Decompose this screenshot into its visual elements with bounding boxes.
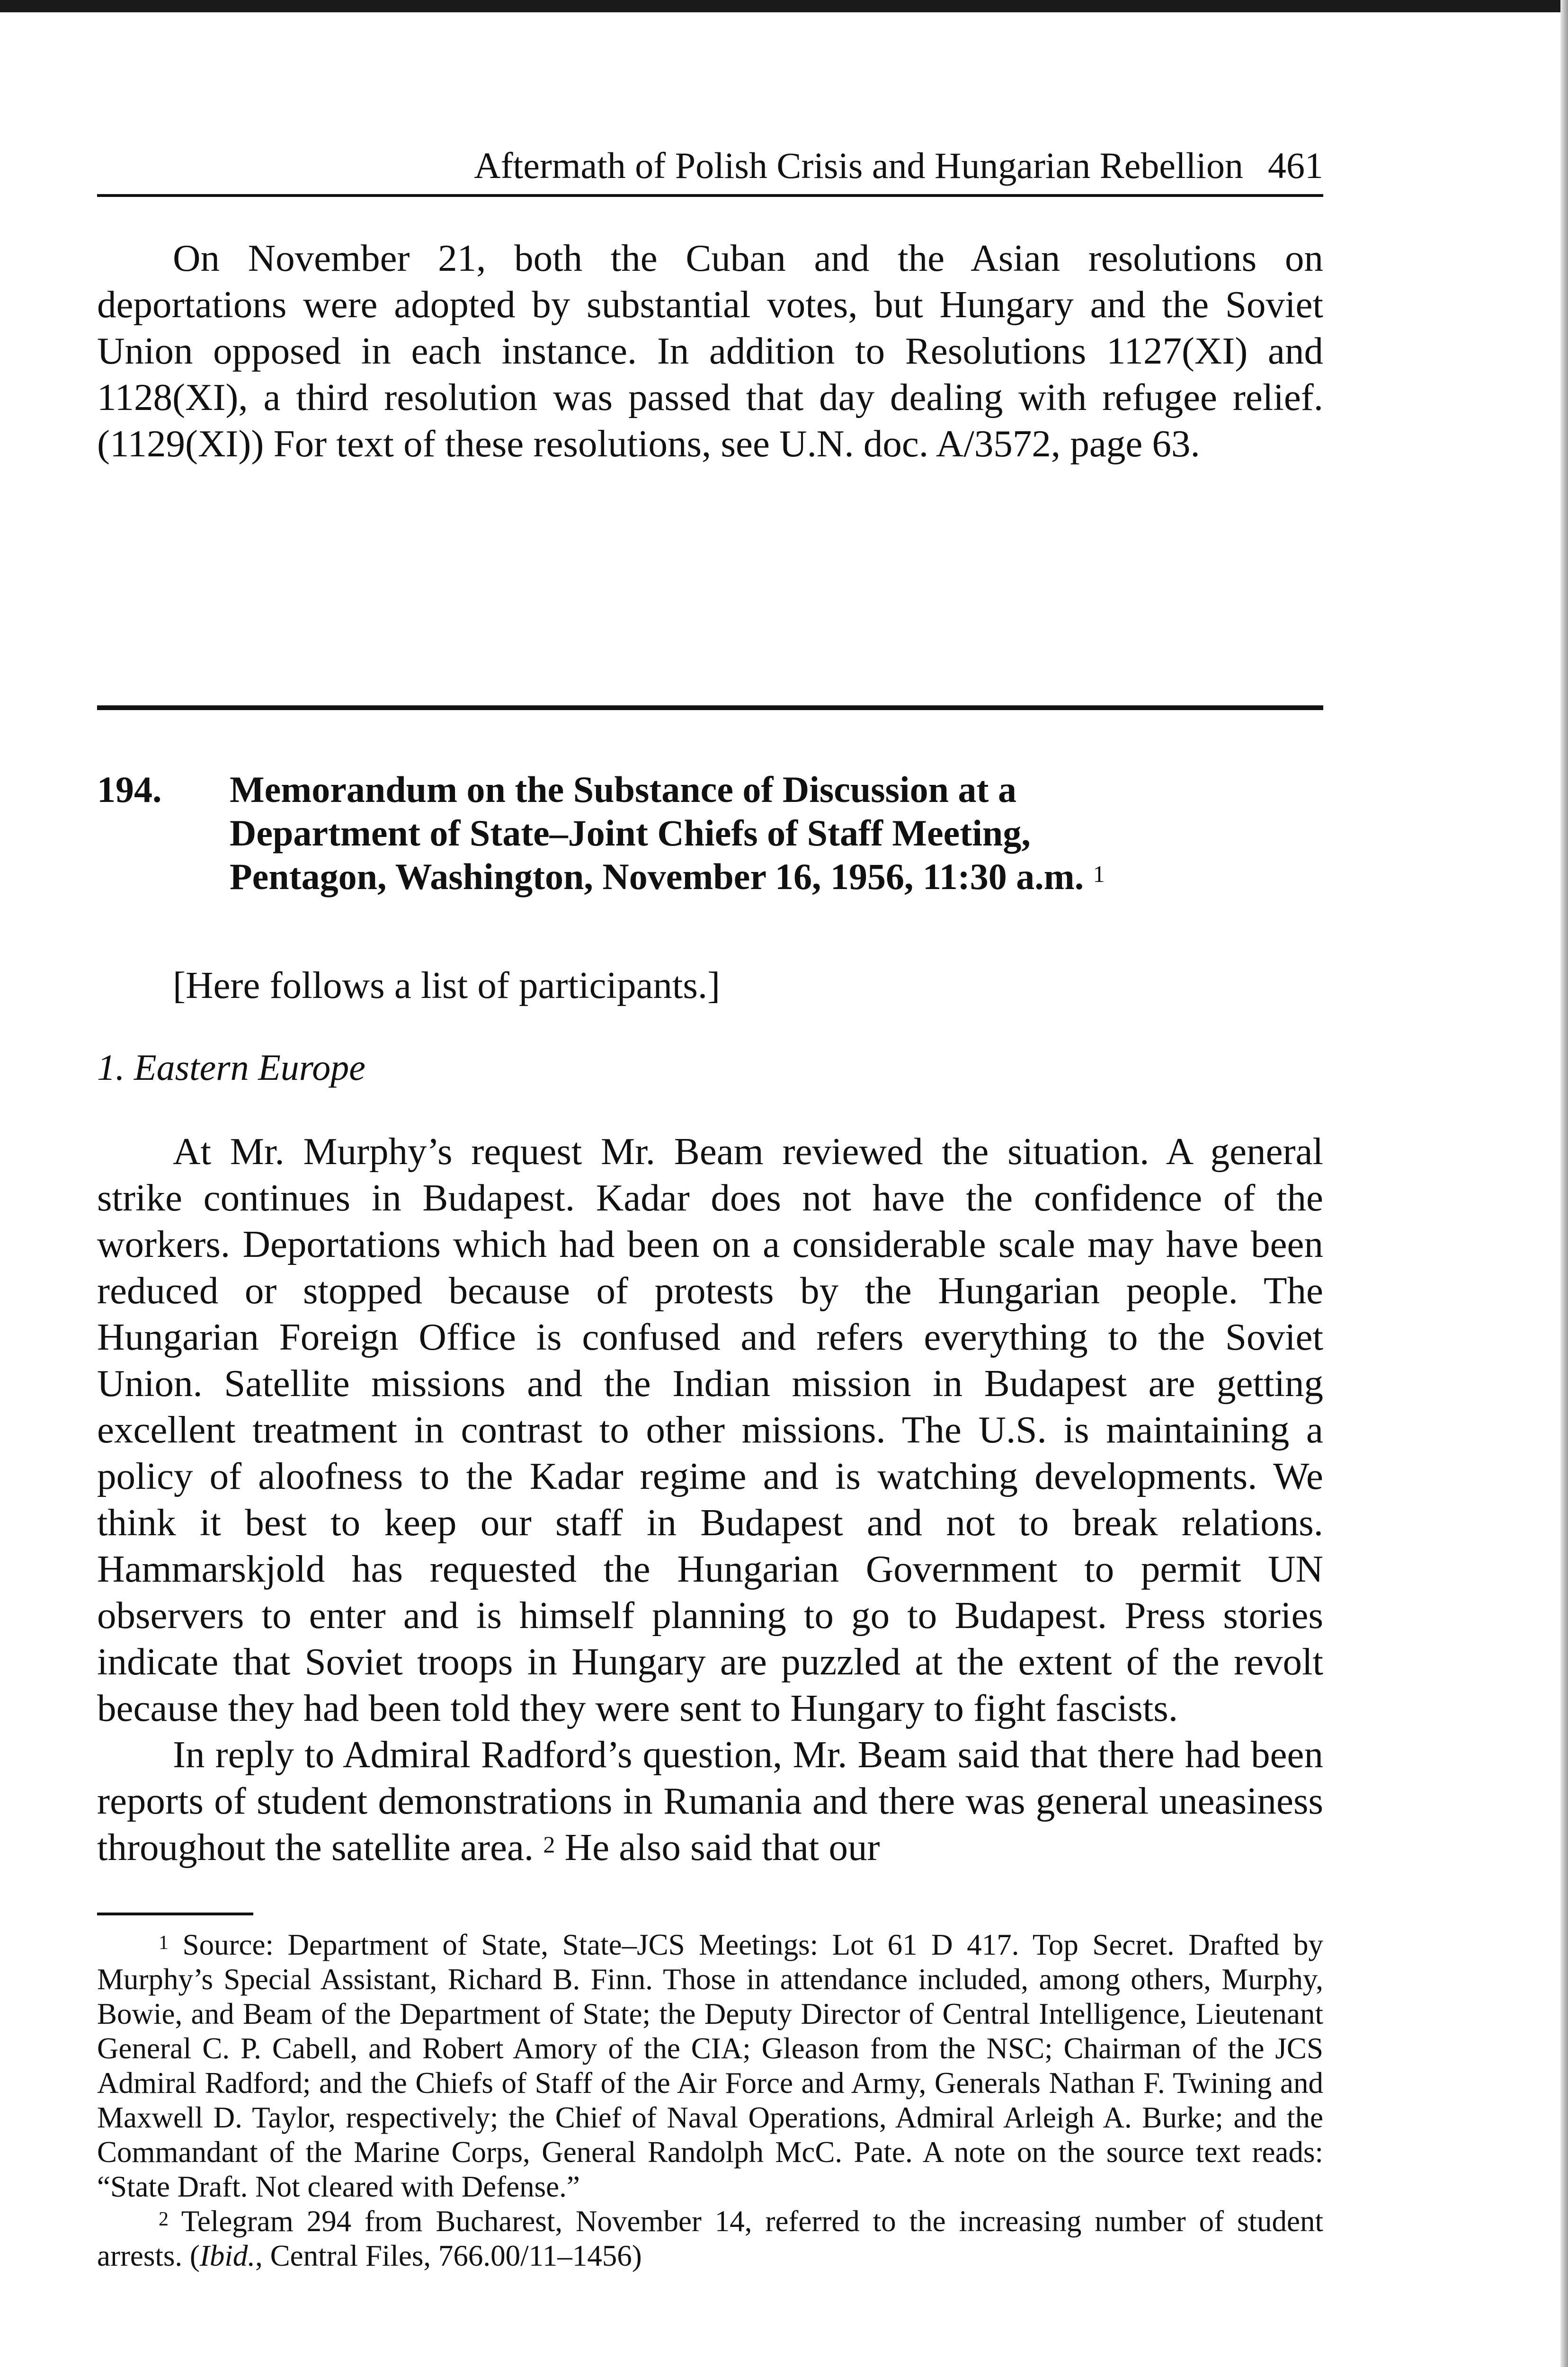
document-heading [97,768,1323,899]
document-number: 194. [97,769,162,810]
footnote-text: Source: Department of State, State–JCS Meetings: Lot 61 D 417. Top Secret. Drafted by Murphy’s Special Assistant, Richard B. Finn. Those in attendance included, among others, Murphy, Bowie, and Beam of the Department of State; the Deputy Director of Central Intelligence, Lieutenant General C. P. Cabell, and Robert Amory of the CIA; Gleason from the NSC; Chairman of the JCS Admiral Radford; and the Chiefs of Staff of the Air Force and Army, Generals Nathan F. Twining and Maxwell D. Taylor, respectively; the Chief of Naval Operations, Admiral Arleigh A. Burke; and the Commandant of the Marine Corps, General Randolph McC. Pate. A note on the source text reads: “State Draft. Not cleared with Defense.” [97,1928,1324,2203]
document-title [230,768,1271,899]
document-divider [97,705,1323,710]
memo-paragraph: At Mr. Murphy’s request Mr. Beam reviewed the situation. A general strike continues in Budapest. Kadar does not have the confidence of the workers. Deportations which had been on a considerable scale may have been reduced or stopped because of protests by the Hungarian people. The Hungarian Foreign Office is confused and refers everything to the Soviet Union. Satellite missions and the Indian mission in Budapest are getting excellent treatment in contrast to other missions. The U.S. is maintaining a policy of aloofness to the Kadar regime and is watching developments. We think it best to keep our staff in Budapest and not to break relations. Hammarskjold has requested the Hungarian Government to permit UN observers to enter and is himself planning to go to Budapest. Press stories indicate that Soviet troops in Hungary are puzzled at the extent of the revolt because they had been told they were sent to Hungary to fight fascists. [97,1130,1323,1729]
participants-note: [Here follows a list of participants.] [173,964,721,1006]
footnotes [97,1928,1323,2273]
memo-body [97,1128,1323,1870]
footnote-marker: 2 [159,2208,169,2230]
intro-paragraph: On November 21, both the Cuban and the Asian resolutions on deportations were adopted by substantial votes, but Hungary and the Soviet Union opposed in each instance. In addition to Resolutions 1127(XI) and 1128(XI), a third resolution was passed that day dealing with refugee relief. (1129(XI)) For text of these resolutions, see U.N. doc. A/3572, page 63. [97,237,1323,465]
memo-paragraph: In reply to Admiral Radford’s question, Mr. Beam said that there had been reports of student demonstrations in Rumania and there was general uneasiness throughout the satellite area. $^2$ He also said that our [97,1733,1323,1869]
scan-top-edge [0,0,1568,12]
document-title-line: Department of State–Joint Chiefs of Staff Meeting, [230,812,1031,854]
running-head-title: Aftermath of Polish Crisis and Hungarian Rebellion [474,145,1243,186]
document-title-line: Memorandum on the Substance of Discussion at a [230,769,1016,810]
document-title-line: Pentagon, Washington, November 16, 1956, 11:30 a.m. $^1$ [230,856,1105,897]
footnote-citation: Ibid. [199,2239,256,2272]
footnote: $^2$ Telegram 294 from Bucharest, November 14, referred to the increasing number of student arrests. (Ibid., Central Files, 766.00/11–1456) [97,2205,1323,2272]
section-heading: 1. Eastern Europe [97,1047,365,1088]
intro-block [97,235,1323,467]
footnote-reference: 2 [543,1831,555,1858]
scan-right-edge [1560,0,1568,2367]
footnote-marker: 1 [159,1932,169,1954]
footnote [97,1928,1323,2204]
footnote-reference: 1 [1093,861,1105,887]
footnote-rule [97,1913,253,1915]
running-head [97,137,1323,197]
page-number: 461 [1268,145,1323,186]
